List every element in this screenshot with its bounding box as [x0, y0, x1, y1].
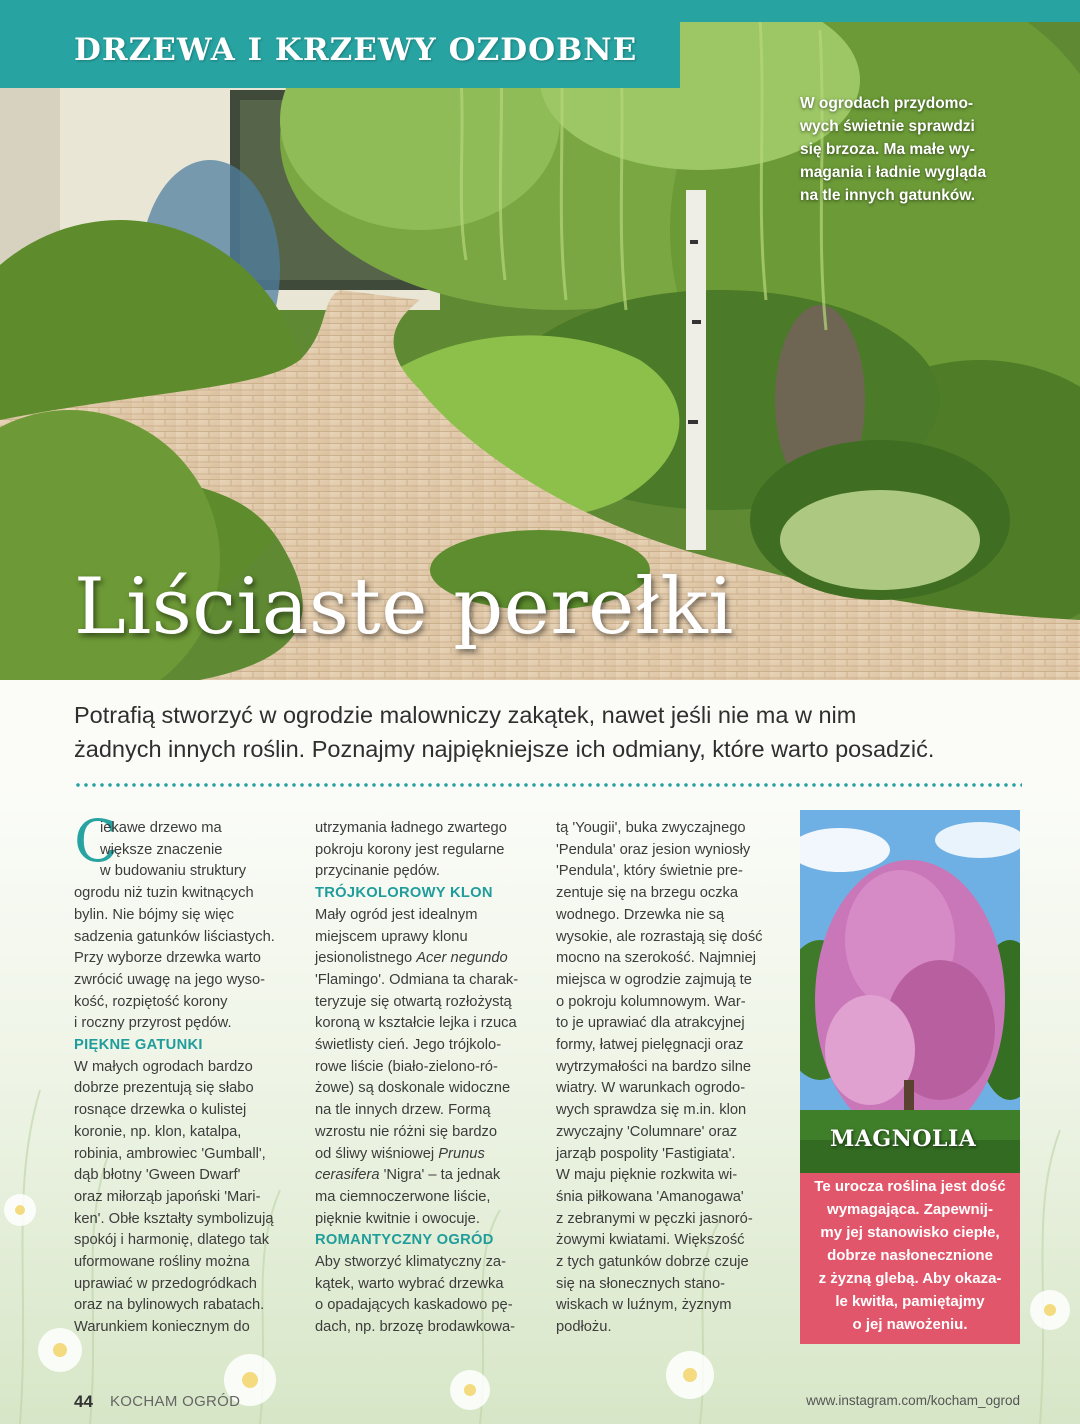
text-line: wytrzymałości na bardzo silne [556, 1058, 752, 1075]
text-line: na tle innych drzew. Formą [315, 1102, 491, 1119]
text-line: utrzymania ładnego zwartego [315, 820, 507, 836]
text-line: o pokroju kolumnowym. War- [556, 993, 746, 1010]
text-line: uformowane rośliny można [74, 1254, 250, 1271]
headline: Liściaste perełki [74, 562, 734, 652]
text-line: wysokie, ale rozrastają się dość [556, 928, 763, 945]
photo-caption-line: się brzoza. Ma małe wy- [800, 141, 975, 158]
text-line: w budowaniu struktury [100, 863, 247, 880]
text-line: dąb błotny 'Gween Dwarf' [74, 1167, 241, 1184]
text-line: Mały ogród jest idealnym [315, 906, 478, 923]
text-line: zentuje się na brzegu oczka [556, 885, 739, 902]
text-line: Warunkiem koniecznym do [74, 1319, 250, 1336]
lead-line: żadnych innych roślin. Poznajmy najpiękniejsze ich odmiany, które warto posadzić. [74, 736, 935, 762]
text-line: tą 'Yougii', buka zwyczajnego [556, 820, 746, 836]
text-line: robinia, ambrowiec 'Gumball', [74, 1145, 266, 1162]
photo-caption-line: na tle innych gatunków. [800, 187, 976, 204]
text-line [315, 1144, 540, 1166]
text-line: zwyczajny 'Columnare' oraz [556, 1123, 738, 1140]
photo-caption-line: magania i ładnie wygląda [800, 164, 987, 181]
text-line: z zebranymi w pęczki jasnoró- [556, 1210, 753, 1227]
magnolia-photo [800, 810, 1020, 1173]
lead-paragraph [74, 698, 1034, 766]
text-line: Przy wyborze drzewka warto [74, 950, 261, 967]
text-line [315, 1165, 540, 1187]
text-line: oraz miłorząb japoński 'Mari- [74, 1188, 261, 1205]
text-line: miejsca w ogrodzie zajmują te [556, 971, 752, 988]
text-line: 'Flamingo'. Odmiana ta charak- [315, 971, 519, 988]
latin-name: Prunus [438, 1145, 485, 1162]
text-line: zwrócić uwagę na jego wyso- [74, 971, 266, 988]
text-line: z żyzną glebą. Aby okaza- [818, 1270, 1002, 1287]
lead-line: Potrafią stworzyć w ogrodzie malowniczy zakątek, nawet jeśli nie ma w nim [74, 702, 857, 728]
text-line: świetlisty cień. Jego trójkolo- [315, 1037, 502, 1054]
text-line: ogrodu niż tuzin kwitnących [74, 885, 254, 902]
text-line: spokój i harmonię, dlatego tak [74, 1232, 270, 1249]
text-line: le kwitła, pamiętajmy [835, 1293, 985, 1310]
text-line: większe znaczenie [100, 841, 223, 858]
text-line: żowe) są doskonale widoczne [315, 1080, 511, 1097]
text-line: iekawe drzewo ma [100, 820, 222, 836]
text-line: uprawiać w przedogródkach [74, 1275, 257, 1292]
magazine-name: KOCHAM OGRÓD [110, 1393, 241, 1410]
text-line: wych sprawdza się m.in. klon [556, 1102, 747, 1119]
text-line: formy, łatwej pielęgnacji oraz [556, 1037, 744, 1054]
instagram-link[interactable]: www.instagram.com/kocham_ogrod [806, 1393, 1020, 1408]
text-line: dach, np. brzozę brodawkowa- [315, 1319, 516, 1336]
text-line: z tych gatunków dobrze czuje [556, 1254, 749, 1271]
text-line: koronie, np. klon, katalpa, [74, 1123, 242, 1140]
text-line: sadzenia gatunków liściastych. [74, 928, 275, 945]
text-line: dobrze prezentują się słabo [74, 1080, 254, 1097]
text-line: przycinanie pędów. [315, 863, 440, 880]
text-line: 'Pendula' oraz jesion wyniosły [556, 841, 751, 858]
text-fragment: 'Nigra' – ta jednak [379, 1167, 501, 1184]
subheading: ROMANTYCZNY OGRÓD [315, 1232, 494, 1249]
text-line: mocno na szerokość. Najmniej [556, 950, 756, 967]
section-title: DRZEWA I KRZEWY OZDOBNE [74, 32, 638, 68]
text-line: wymagająca. Zapewnij- [827, 1201, 993, 1218]
text-line: to je uprawiać dla atrakcyjnej [556, 1015, 745, 1032]
text-line: ken'. Obłe kształty symbolizują [74, 1210, 274, 1227]
text-line: bylin. Nie bójmy się więc [74, 906, 234, 923]
text-line: wodnego. Drzewka nie są [556, 906, 725, 923]
photo-caption [800, 92, 1000, 207]
text-line: kość, rozpiętość korony [74, 993, 228, 1010]
text-line: o opadających kaskadowo pę- [315, 1297, 513, 1314]
text-line: śnia piłkowana 'Amanogawa' [556, 1188, 744, 1205]
text-fragment: od śliwy wiśniowej [315, 1145, 439, 1162]
text-line: się na słonecznych stano- [556, 1275, 725, 1292]
text-fragment: jesionolistnego [315, 950, 417, 967]
text-line: rosnące drzewka o kulistej [74, 1102, 247, 1119]
text-line: żowymi kwiatami. Większość [556, 1232, 745, 1249]
article-column-2 [315, 818, 540, 1339]
magnolia-tree-illustration [800, 810, 1020, 1173]
latin-name: Acer negundo [416, 950, 508, 967]
magnolia-info-text [800, 1175, 1020, 1336]
text-line: podłożu. [556, 1319, 612, 1336]
text-line: o jej nawożeniu. [852, 1316, 968, 1333]
text-line: 'Pendula', który świetnie pre- [556, 863, 743, 880]
article-column-3 [556, 818, 781, 1339]
page-number: 44 [74, 1392, 93, 1411]
drop-cap: C [74, 807, 119, 875]
magnolia-title: MAGNOLIA [830, 1126, 977, 1152]
text-line: koroną w kształcie lejka i rzuca [315, 1015, 517, 1032]
photo-caption-line: wych świetnie sprawdzi [800, 118, 975, 135]
text-line: W maju pięknie rozkwita wi- [556, 1167, 738, 1184]
text-line: rowe liście (biało-zielono-ró- [315, 1058, 498, 1075]
text-line: miejscem uprawy klonu [315, 928, 468, 945]
text-line: dobrze nasłonecznione [827, 1247, 993, 1264]
text-line: wiskach w luźnym, żyznym [556, 1297, 732, 1314]
dotted-divider [74, 783, 1022, 787]
latin-name: cerasifera [315, 1167, 380, 1184]
article-column-1 [74, 818, 299, 1339]
text-line: my jej stanowisko ciepłe, [820, 1224, 1000, 1241]
text-line: i roczny przyrost pędów. [74, 1015, 232, 1032]
subheading: PIĘKNE GATUNKI [74, 1037, 203, 1054]
text-line: teryzuje się otwartą rozłożystą [315, 993, 512, 1010]
text-line: wiatry. W warunkach ogrodo- [556, 1080, 746, 1097]
text-line: pięknie kwitnie i owocuje. [315, 1210, 480, 1227]
text-line: oraz na bylinowych rabatach. [74, 1297, 265, 1314]
text-line: W małych ogrodach bardzo [74, 1058, 253, 1075]
text-line: ma ciemnoczerwone liście, [315, 1188, 491, 1205]
text-line: jarząb pospolity 'Fastigiata'. [556, 1145, 736, 1162]
text-line: pokroju korony jest regularne [315, 841, 505, 858]
text-line: Aby stworzyć klimatyczny za- [315, 1254, 506, 1271]
text-line [315, 948, 540, 970]
text-line: Te urocza roślina jest dość [814, 1178, 1006, 1195]
text-line: wzrostu nie różni się bardzo [315, 1123, 498, 1140]
text-line: kątek, warto wybrać drzewka [315, 1275, 504, 1292]
subheading: TRÓJKOLOROWY KLON [315, 885, 493, 902]
photo-caption-line: W ogrodach przydomo- [800, 95, 974, 112]
